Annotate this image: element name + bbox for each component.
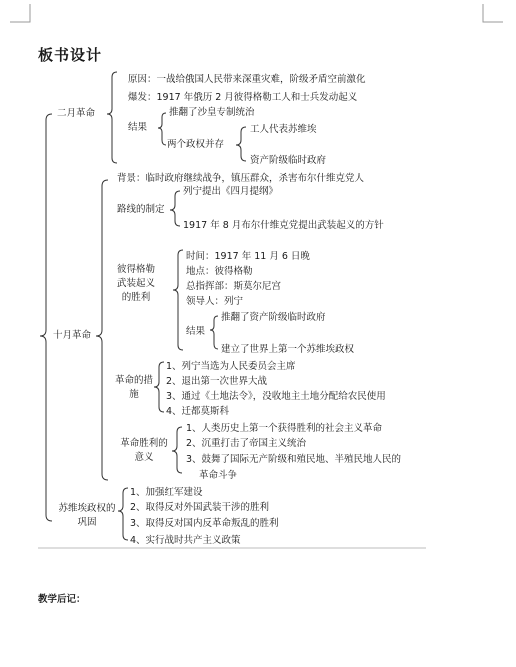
october-background: 背景：临时政府继续战争，镇压群众，杀害布尔什维克党人 (117, 173, 365, 184)
significance-item-3-cont: 革命斗争 (199, 470, 238, 481)
postscript-label: 教学后记： (38, 594, 86, 605)
february-label: 二月革命 (57, 108, 96, 119)
measure-item-2: 2、退出第一次世界大战 (166, 376, 268, 387)
consolidation-item-4: 4、实行战时共产主义政策 (130, 535, 241, 546)
measures-bracket (154, 362, 164, 412)
significance-item-2: 2、沉重打击了帝国主义统治 (186, 438, 307, 449)
significance-bracket (172, 427, 182, 473)
february-outbreak: 爆发：1917 年俄历 2 月彼得格勒工人和士兵发动起义 (128, 92, 358, 103)
page-title: 板书设计 (38, 46, 103, 64)
uprising-place: 地点：彼得格勒 (186, 266, 253, 277)
significance-item-1: 1、人类历史上第一个获得胜利的社会主义革命 (186, 423, 383, 434)
uprising-leader: 领导人：列宁 (186, 296, 244, 307)
feb-result-bracket (158, 113, 166, 145)
route-label: 路线的制定 (117, 204, 165, 215)
october-bracket (96, 180, 108, 480)
october-result-1: 推翻了资产阶级临时政府 (221, 312, 326, 323)
consolidation-item-2: 2、取得反对外国武装干涉的胜利 (130, 502, 270, 513)
route-item-2: 1917 年 8 月布尔什维克党提出武装起义的方针 (183, 220, 384, 231)
october-result-2: 建立了世界上第一个苏维埃政权 (221, 344, 355, 355)
significance-item-3: 3、鼓舞了国际无产阶级和殖民地、半殖民地人民的 (186, 454, 402, 465)
february-soviet: 工人代表苏维埃 (250, 124, 317, 135)
consolidation-item-3: 3、取得反对国内反革命叛乱的胜利 (130, 518, 279, 529)
measure-item-3: 3、通过《土地法令》，没收地主土地分配给农民使用 (166, 391, 386, 402)
uprising-bracket (173, 250, 183, 350)
october-label: 十月革命 (53, 330, 92, 341)
february-provisional: 资产阶级临时政府 (250, 155, 327, 166)
measure-item-1: 1、列宁当选为人民委员会主席 (166, 361, 296, 372)
oct-result-bracket (210, 316, 218, 349)
measure-item-4: 4、迁都莫斯科 (166, 406, 230, 417)
consolidation-item-1: 1、加强红军建设 (130, 487, 203, 498)
uprising-time: 时间：1917 年 11 月 6 日晚 (186, 251, 310, 262)
october-result-label: 结果 (186, 326, 206, 337)
consolidation-label: 苏维埃政权的巩固 (58, 503, 116, 528)
route-item-1: 列宁提出《四月提纲》 (183, 186, 279, 197)
significance-label: 革命胜利的意义 (120, 438, 168, 463)
february-result-1: 推翻了沙皇专制统治 (169, 107, 255, 118)
consolidation-bracket (118, 488, 128, 540)
uprising-hq: 总指挥部：斯莫尔尼宫 (186, 281, 282, 292)
route-bracket (170, 191, 180, 226)
february-bracket (107, 72, 117, 163)
february-result-label: 结果 (128, 122, 148, 133)
february-dual-power: 两个政权并存 (167, 139, 225, 150)
february-cause: 原因：一战给俄国人民带来深重灾难，阶级矛盾空前激化 (128, 74, 366, 85)
uprising-label: 彼得格勒武装起义的胜利 (116, 264, 155, 303)
dual-power-bracket (236, 127, 246, 161)
main-bracket (40, 114, 52, 521)
measures-label: 革命的措施 (115, 375, 154, 400)
